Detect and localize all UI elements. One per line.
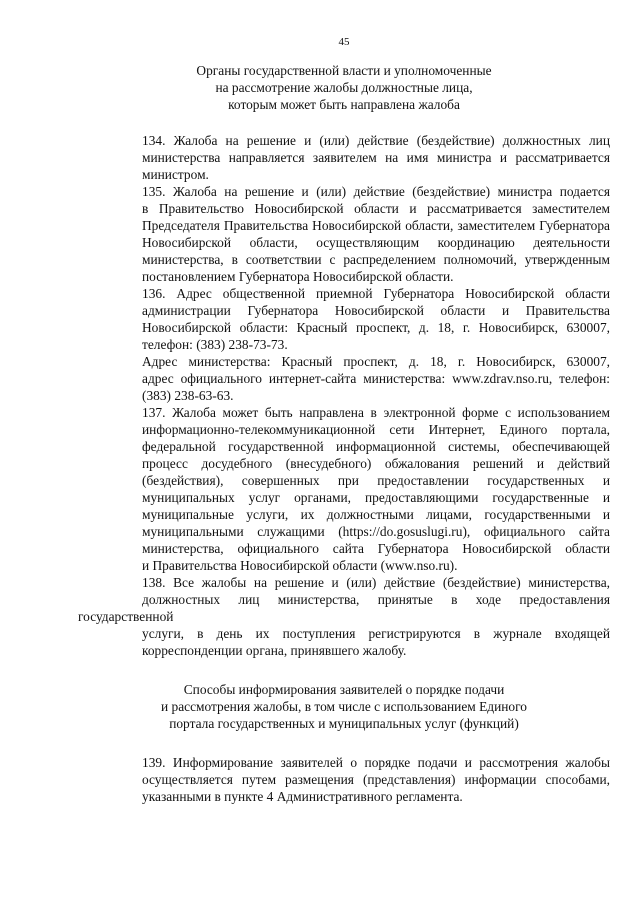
heading-line: которым может быть направлена жалоба	[228, 97, 460, 112]
paragraph-line: должностных лиц министерства, принятые в ходе предоставления государственной	[78, 592, 610, 624]
paragraph-line: Адрес министерства: Красный проспект, д. 18, г. Новосибирск, 630007,	[142, 354, 610, 369]
paragraph-line: информационно-телекоммуникационной сети Интернет, Единого портала,	[142, 422, 610, 437]
paragraph	[78, 574, 610, 659]
paragraph-line: муниципальные услуги, их должностными лицами, государственными и	[142, 507, 610, 522]
paragraph-line: 139. Информирование заявителей о порядке подачи и рассмотрения жалобы	[142, 755, 610, 770]
paragraph-line: министерства направляется заявителем на имя министра и рассматривается	[142, 150, 610, 165]
paragraph-line: муниципальных услуг органами, предоставляющими государственные и	[142, 490, 610, 505]
paragraph-line: 137. Жалоба может быть направлена в электронной форме с использованием	[142, 405, 610, 420]
section-heading-authorities	[78, 62, 610, 113]
paragraph-line: постановлением Губернатора Новосибирской области.	[142, 269, 454, 284]
paragraph-line: осуществляется путем размещения (представления) информации способами,	[142, 772, 610, 787]
paragraph-line: министерства, в соответствии с распределением полномочий, утвержденным	[142, 252, 610, 267]
paragraph-line: министерства, официального сайта Губернатора Новосибирской области	[142, 541, 610, 556]
paragraph-line: Новосибирской области: Красный проспект, д. 18, г. Новосибирск, 630007,	[142, 320, 610, 335]
paragraph-line: 134. Жалоба на решение и (или) действие (бездействие) должностных лиц	[142, 133, 610, 148]
paragraph-line: указанными в пункте 4 Административного регламента.	[142, 789, 463, 804]
paragraph-line: 136. Адрес общественной приемной Губернатора Новосибирской области	[142, 286, 610, 301]
paragraph-line: 135. Жалоба на решение и (или) действие (бездействие) министра подается	[142, 184, 610, 199]
paragraph	[78, 183, 610, 285]
paragraph-line: Новосибирской области, осуществляющим координацию деятельности	[142, 235, 610, 250]
paragraph-line: муниципальными служащими (https://do.gosuslugi.ru), официального сайта	[142, 524, 610, 539]
paragraph-line: и Правительства Новосибирской области (www.nso.ru).	[142, 558, 458, 573]
paragraph-line: министром.	[142, 167, 209, 182]
section-body-authorities	[78, 132, 610, 659]
paragraph	[78, 285, 610, 353]
heading-line: Способы информирования заявителей о порядке подачи	[183, 682, 505, 697]
paragraph	[78, 404, 610, 574]
paragraph-line: в Правительство Новосибирской области и рассматривается заместителем	[142, 201, 610, 216]
paragraph-line: федеральной государственной информационной системы, обеспечивающей	[142, 439, 610, 454]
heading-line: и рассмотрения жалобы, в том числе с использованием Единого	[161, 699, 527, 714]
paragraph-line: адрес официального интернет-сайта министерства: www.zdrav.nso.ru, телефон:	[142, 371, 610, 386]
heading-line: Органы государственной власти и уполномоченные	[196, 63, 492, 78]
paragraph	[78, 132, 610, 183]
section-body-informing	[78, 754, 610, 805]
paragraph-line: Председателя Правительства Новосибирской области, заместителем Губернатора	[142, 218, 610, 233]
paragraph	[78, 353, 610, 404]
paragraph-line: корреспонденции органа, принявшего жалобу.	[142, 643, 407, 658]
paragraph-line: (бездействия), совершенных при предоставлении государственных и	[142, 473, 610, 488]
heading-line: на рассмотрение жалобы должностные лица,	[215, 80, 473, 95]
paragraph-line: процесс досудебного (внесудебного) обжалования решений и действий	[142, 456, 610, 471]
paragraph-line: 138. Все жалобы на решение и (или) действие (бездействие) министерства,	[142, 575, 610, 590]
paragraph-line: (383) 238-63-63.	[142, 388, 234, 403]
section-heading-informing	[78, 681, 610, 732]
page-number: 45	[338, 36, 350, 48]
paragraph-line: услуги, в день их поступления регистрируются в журнале входящей	[142, 626, 610, 641]
paragraph-line: администрации Губернатора Новосибирской области и Правительства	[142, 303, 610, 318]
paragraph	[78, 754, 610, 805]
heading-line: портала государственных и муниципальных услуг (функций)	[169, 716, 519, 731]
paragraph-line: телефон: (383) 238-73-73.	[142, 337, 288, 352]
